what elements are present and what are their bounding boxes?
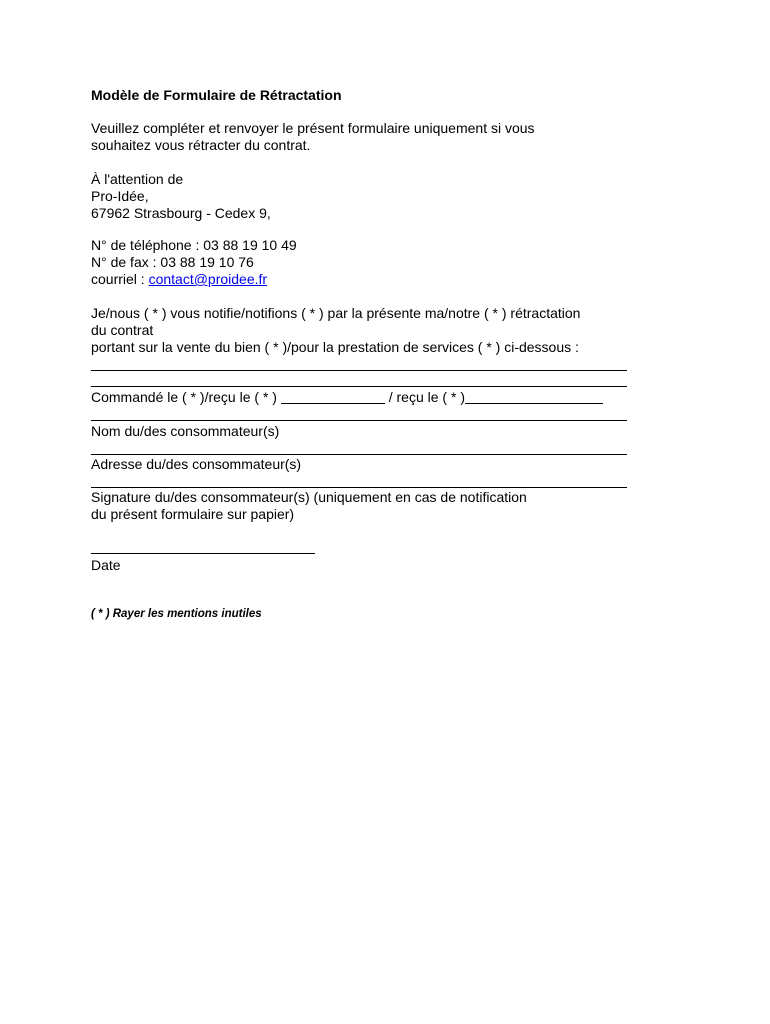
consumer-name-label: Nom du/des consommateur(s) [91, 423, 280, 439]
notice-line-3: portant sur la vente du bien ( * )/pour la prestation de services ( * ) ci-dessous : [91, 339, 579, 355]
document-title: Modèle de Formulaire de Rétractation [91, 87, 342, 103]
goods-line-2 [91, 386, 627, 387]
company-name: Pro-Idée, [91, 188, 149, 204]
intro-paragraph [91, 120, 535, 154]
notice-line-2: du contrat [91, 322, 154, 338]
phone-number: N° de téléphone : 03 88 19 10 49 [91, 237, 297, 253]
intro-line-1: Veuillez compléter et renvoyer le présent formulaire uniquement si vous [91, 120, 535, 136]
received-label: / reçu le ( * ) [384, 389, 465, 405]
notice-line-1: Je/nous ( * ) vous notifie/notifions ( * ) par la présente ma/notre ( * ) rétractation [91, 305, 581, 321]
attention-line: À l'attention de [91, 171, 184, 187]
consumer-address-label: Adresse du/des consommateur(s) [91, 456, 302, 472]
intro-line-2: souhaitez vous rétracter du contrat. [91, 137, 311, 153]
email-row [91, 271, 297, 288]
signature-line-1: Signature du/des consommateur(s) (uniquement en cas de notification [91, 489, 527, 505]
consumer-address-line [91, 487, 627, 488]
fax-number: N° de fax : 03 88 19 10 76 [91, 254, 254, 270]
contact-details [91, 237, 297, 288]
notice-paragraph [91, 305, 580, 356]
ordered-label: Commandé le ( * )/reçu le ( * ) [91, 389, 281, 405]
company-city: 67962 Strasbourg - Cedex 9, [91, 205, 271, 221]
recipient-address [91, 171, 271, 222]
signature-paragraph [91, 489, 527, 523]
ordered-received-row [91, 389, 603, 406]
consumer-name-line [91, 454, 627, 455]
separator-line-1 [91, 420, 627, 421]
footnote: ( * ) Rayer les mentions inutiles [91, 608, 262, 620]
signature-line-2: du présent formulaire sur papier) [91, 506, 295, 522]
email-link[interactable]: contact@proidee.fr [148, 271, 268, 287]
ordered-date-line [281, 403, 385, 404]
received-date-line [465, 403, 603, 404]
email-label: courriel : [91, 271, 149, 287]
date-line [91, 553, 315, 554]
date-label: Date [91, 557, 121, 573]
goods-line-1 [91, 370, 627, 371]
